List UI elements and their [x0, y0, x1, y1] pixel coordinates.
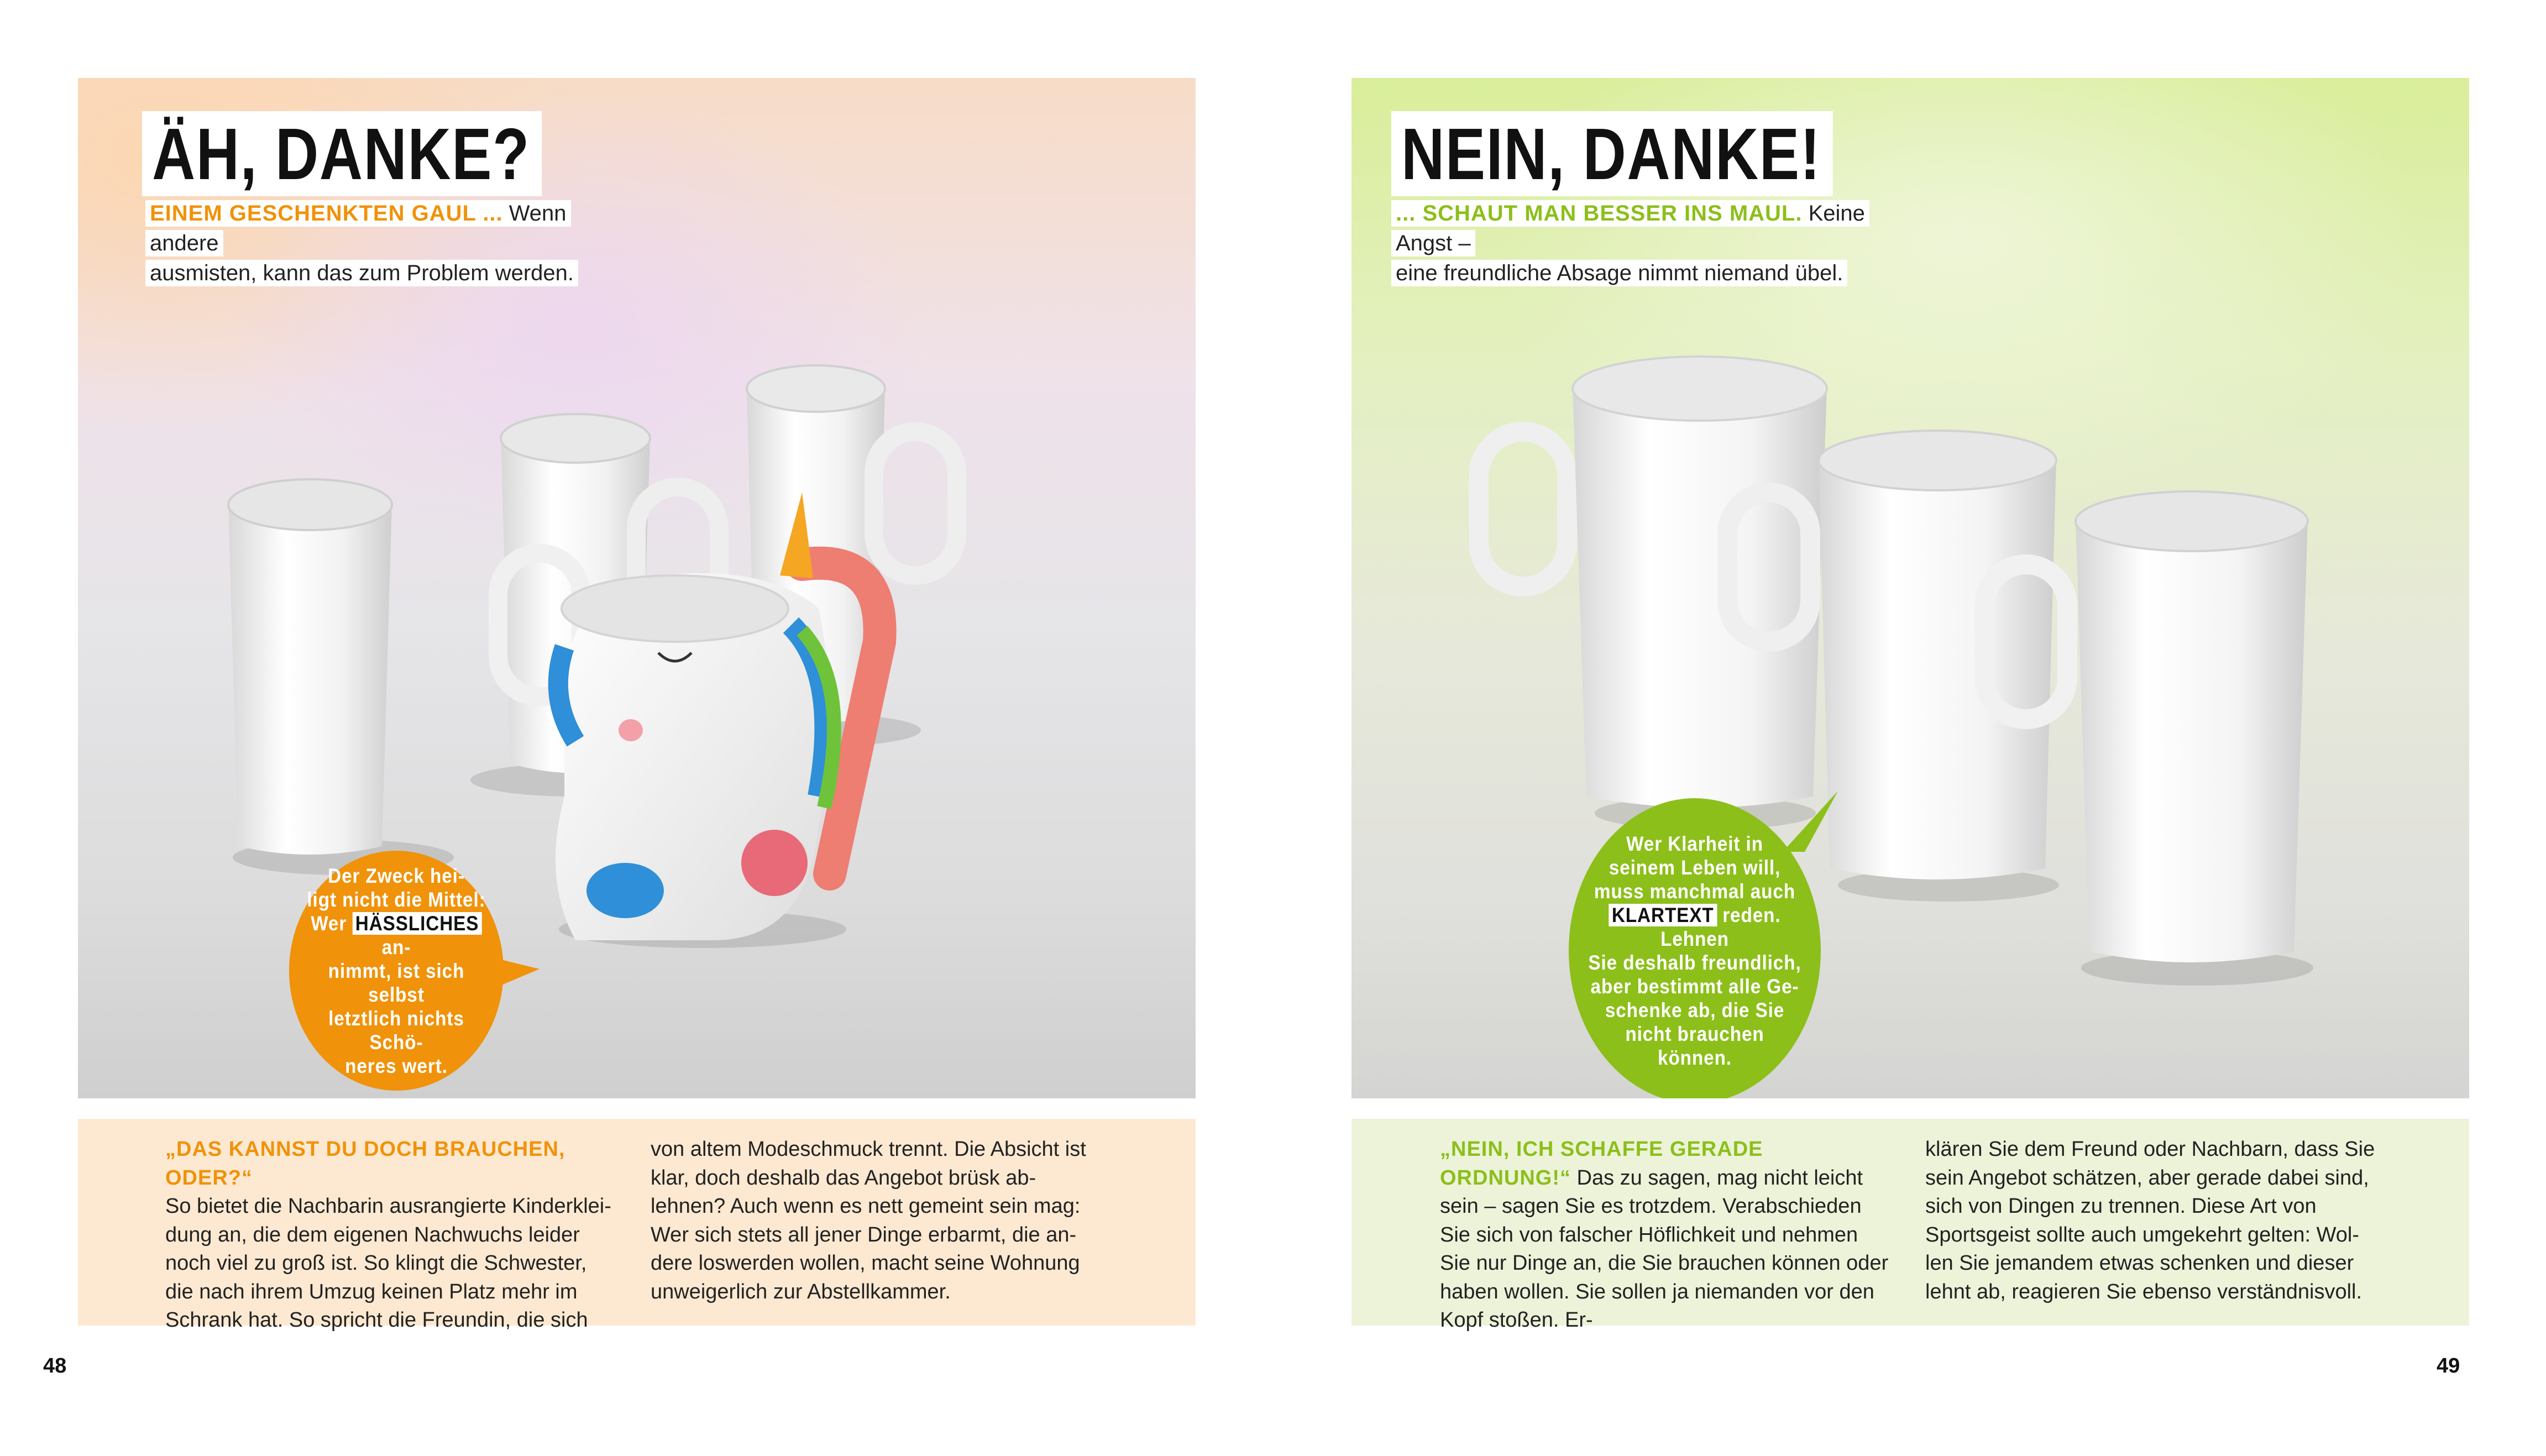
right-kicker-text-1: Keine Angst –	[1396, 201, 1865, 255]
left-headline: ÄH, DANKE?	[142, 111, 542, 196]
bubble-line: schenke ab, die Sie	[1605, 999, 1785, 1022]
bubble-line: Sie deshalb freundlich,	[1588, 951, 1801, 974]
right-body-lead: „NEIN, ICH SCHAFFE GERADE ORDNUNG!“	[1440, 1138, 1763, 1190]
page-number-left: 48	[43, 1354, 67, 1378]
bubble-highlight: KLARTEXT	[1609, 904, 1717, 926]
bubble-line: Der Zweck hei-	[328, 864, 465, 887]
right-kicker	[1391, 198, 1889, 288]
page-number-right: 49	[2437, 1354, 2460, 1378]
right-text-column-2: klären Sie dem Freund oder Nachbarn, dass Sie sein Angebot schätzen, aber gerade dabei sind, sich von Dingen zu trennen. Diese Art von Sportsgeist sollte auch umgekehrt gelten: Wol-len Sie jemandem etwas schenken und dieser lehnt ab, reagieren Sie ebenso verständnisvoll.	[1925, 1138, 2375, 1303]
left-photo-panel	[78, 78, 1196, 1098]
left-kicker-accent: EINEM GESCHENKTEN GAUL ...	[150, 201, 503, 226]
right-kicker-text-2: eine freundliche Absage nimmt niemand übel.	[1391, 260, 1847, 286]
bubble-line: Wer Klarheit in	[1626, 832, 1763, 855]
bubble-highlight: HÄSSLICHES	[352, 912, 481, 935]
right-speech-bubble	[1569, 798, 1821, 1098]
right-text-column-1	[1440, 1135, 1893, 1335]
right-headline: NEIN, DANKE!	[1391, 111, 1833, 196]
left-kicker	[145, 198, 643, 288]
right-kicker-accent: ... SCHAUT MAN BESSER INS MAUL.	[1396, 201, 1803, 226]
left-speech-bubble	[289, 851, 504, 1091]
right-body-col1: Das zu sagen, mag nicht leicht sein – sagen Sie es trotzdem. Verabschieden Sie sich von falscher Höflichkeit und nehmen Sie nur Dinge an, die Sie brauchen können oder haben wollen. Sie sollen ja niemanden vor den Kopf stoßen. Er-	[1440, 1166, 1889, 1332]
left-text-column-2: von altem Modeschmuck trennt. Die Absicht ist klar, doch deshalb das Angebot brüsk ab-lehnen? Auch wenn es nett gemeint sein mag: Wer sich stets all jener Dinge erbarmt, die an-dere loswerden wollen, macht seine Wohnung unweigerlich zur Abstellkammer.	[651, 1138, 1086, 1303]
bubble-line: nicht brauchen	[1625, 1023, 1764, 1045]
left-kicker-text-2: ausmisten, kann das zum Problem werden.	[145, 260, 578, 286]
left-bubble-tail	[490, 957, 539, 990]
bubble-line: seinem Leben will,	[1609, 856, 1781, 879]
bubble-line: letztlich nichts Schö-	[328, 1007, 464, 1054]
bubble-line: reden. Lehnen	[1660, 904, 1781, 950]
bubble-line: aber bestimmt alle Ge-	[1590, 975, 1799, 998]
right-text-box	[1351, 1119, 2469, 1332]
bubble-line: können.	[1658, 1046, 1732, 1069]
bubble-line: an-	[381, 935, 411, 959]
bubble-line: neres wert.	[345, 1054, 448, 1077]
left-body-lead: „DAS KANNST DU DOCH BRAUCHEN, ODER?“	[165, 1138, 565, 1190]
left-text-column-1	[165, 1135, 619, 1335]
bubble-line: nimmt, ist sich selbst	[328, 959, 465, 1006]
bubble-line: muss manchmal auch	[1594, 880, 1796, 903]
bubble-line: Wer	[311, 912, 353, 935]
right-photo-panel	[1351, 78, 2469, 1098]
left-body-col1: So bietet die Nachbarin ausrangierte Kinderklei-dung an, die dem eigenen Nachwuchs leider noch viel zu groß ist. So klingt die Schwester, die nach ihrem Umzug keinen Platz mehr im Schrank hat. So spricht die Freundin, die sich	[165, 1195, 611, 1332]
left-kicker-text-1: Wenn andere	[150, 201, 567, 255]
bubble-line: ligt nicht die Mittel:	[307, 888, 486, 911]
left-text-box	[78, 1119, 1196, 1332]
